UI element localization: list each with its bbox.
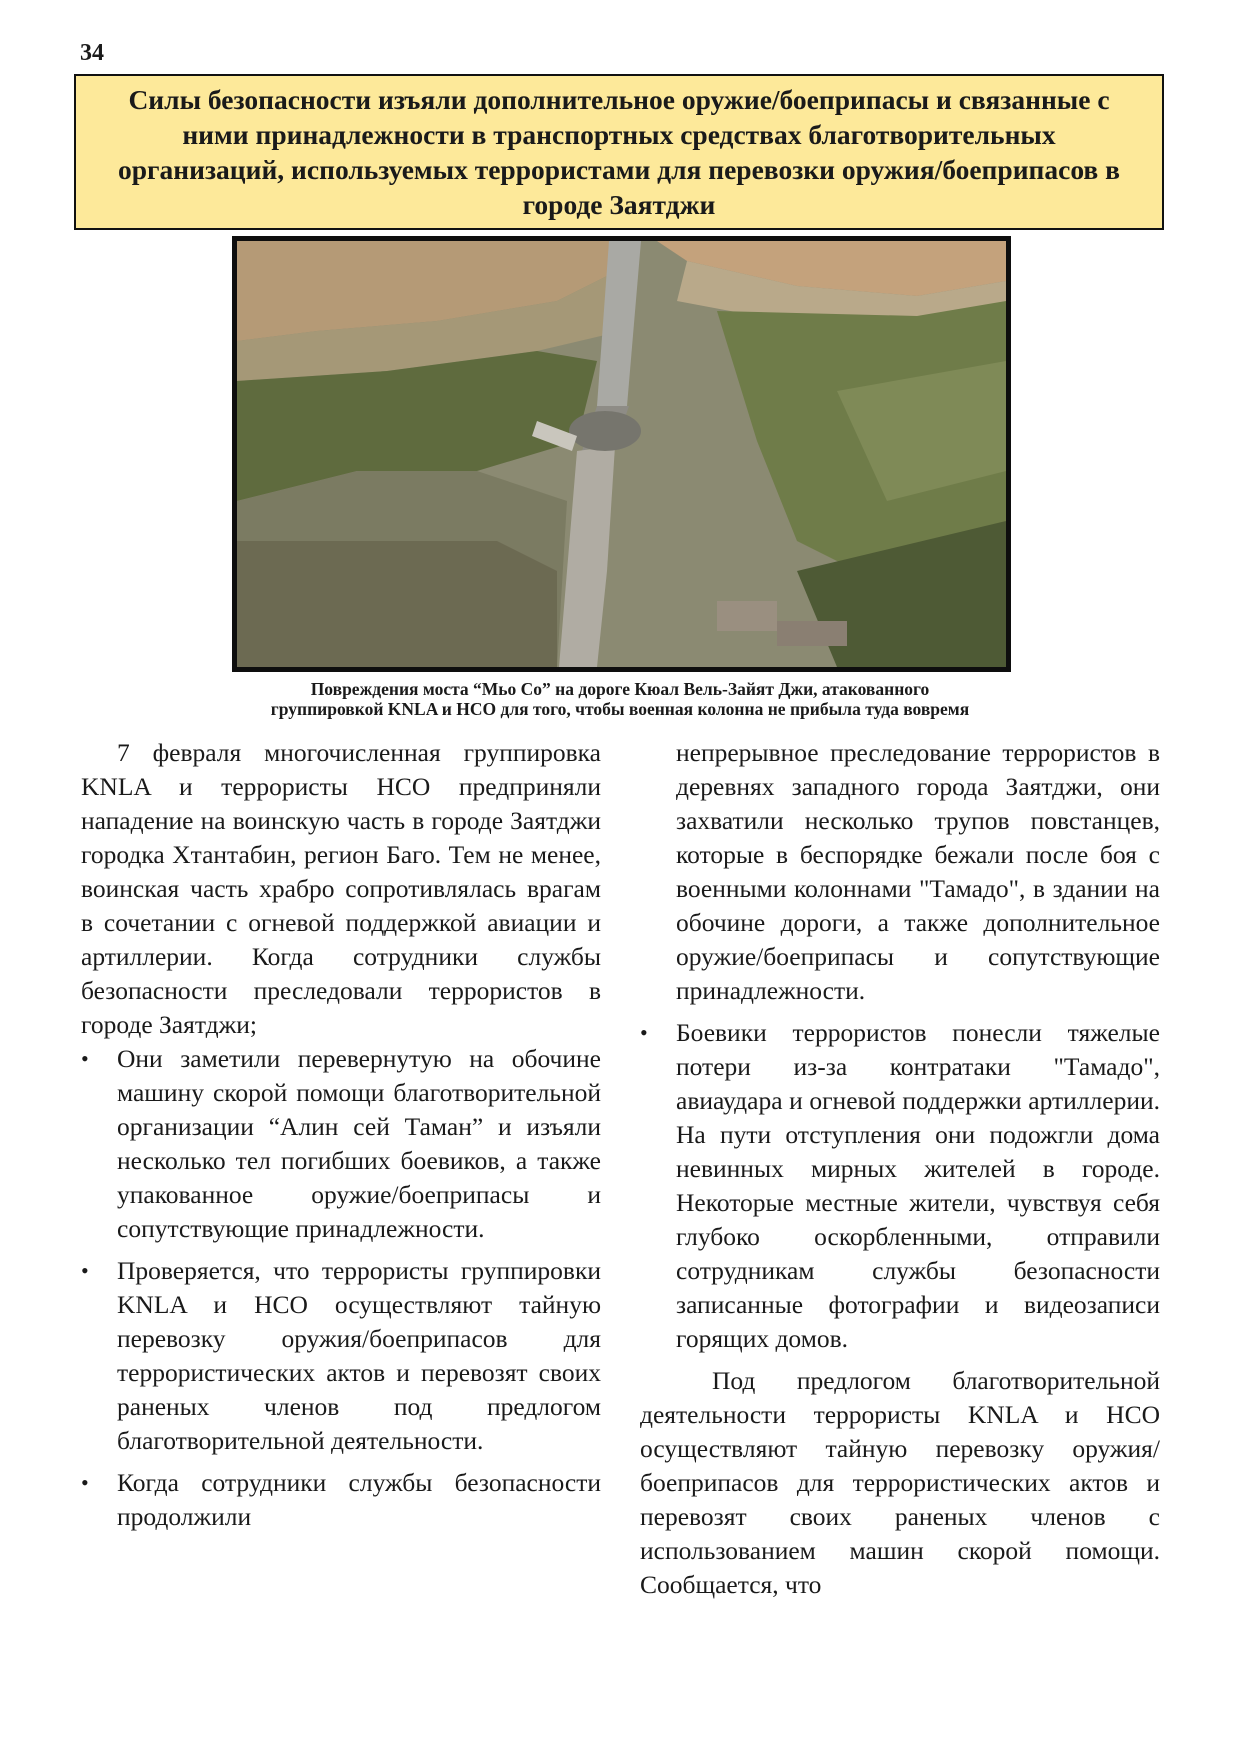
bridge-aerial-image [237,241,1006,667]
left-bullet-list [81,1042,601,1534]
left-column [81,736,601,1542]
bullet-item-transport [81,1254,601,1458]
photo-caption [180,679,1060,719]
bullet-item-pursuit [81,1466,601,1534]
bullet-glyph: • [640,1020,648,1045]
bullet-text: Когда сотрудники службы безопасности продолжили [117,1468,601,1531]
bullet-item-losses [640,1016,1160,1356]
bullet-text: Они заметили перевернутую на обочине машину скорой помощи благотворительной организации “Алин сей Таман” и изъяли несколько тел погибших боевиков, а также упакованное оружие/боеприпасы и сопутствующие принадлежности. [117,1044,601,1243]
page-number: 34 [80,40,104,66]
right-column [640,736,1160,1602]
bullet-continuation: непрерывное преследование террористов в деревнях западного города Заятджи, они захватили несколько трупов повстанцев, которые в беспорядке бежали после боя с военными колоннами "Тамадо", в здании на обочине дороги, а также дополнительное оружие/боеприпасы и сопутствующие принадлежности. [676,738,1160,1005]
bullet-text: Проверяется, что террористы группировки KNLA и НСО осуществляют тайную перевозку оружия/боеприпасов для террористических актов и перевозят своих раненых членов под предлогом благотворительной деятельности. [117,1256,601,1455]
photo-caption-line-2: группировкой KNLA и НСО для того, чтобы военная колонна не прибыла туда вовремя [270,699,970,719]
right-bullet-list [640,1016,1160,1356]
bullet-text: Боевики террористов понесли тяжелые потери из-за контратаки "Тамадо", авиаудара и огневой поддержки артиллерии. На пути отступления они подожгли дома невинных мирных жителей в городе. Некоторые местные жители, чувствуя себя глубоко оскорбленными, отправили сотрудникам службы безопасности записанные фотографии и видеозаписи горящих домов. [676,1018,1160,1353]
headline-text: Силы безопасности изъяли дополнительное оружие/боеприпасы и связанные с ними принадлежности в транспортных средствах благотворительных организаций, используемых террористами для перевозки оружия/боеприпасов в городе Заятджи [118,84,1120,220]
photo-caption-line-1: Повреждения моста “Мьо Со” на дороге Кюал Вель-Зайят Джи, атакованного [310,679,930,699]
closing-paragraph: Под предлогом благотворительной деятельности террористы KNLA и НСО осуществляют тайную перевозку оружия/боеприпасов для террористических актов и перевозят своих раненых членов с использованием машин скорой помощи. Сообщается, что [640,1366,1160,1599]
bullet-glyph: • [81,1258,89,1283]
bullet-item-ambulance [81,1042,601,1246]
bullet-glyph: • [81,1470,89,1495]
headline-box [74,74,1164,230]
bullet-glyph: • [81,1046,89,1071]
intro-paragraph: 7 февраля многочисленная группировка KNLA и террористы НСО предприняли нападение на воинскую часть в городе Заятджи городка Хтантабин, регион Баго. Тем не менее, воинская часть храбро сопротивлялась врагам в сочетании с огневой поддержкой авиации и артиллерии. Когда сотрудники службы безопасности преследовали террористов в городе Заятджи; [81,738,601,1039]
bridge-photo [232,236,1011,672]
